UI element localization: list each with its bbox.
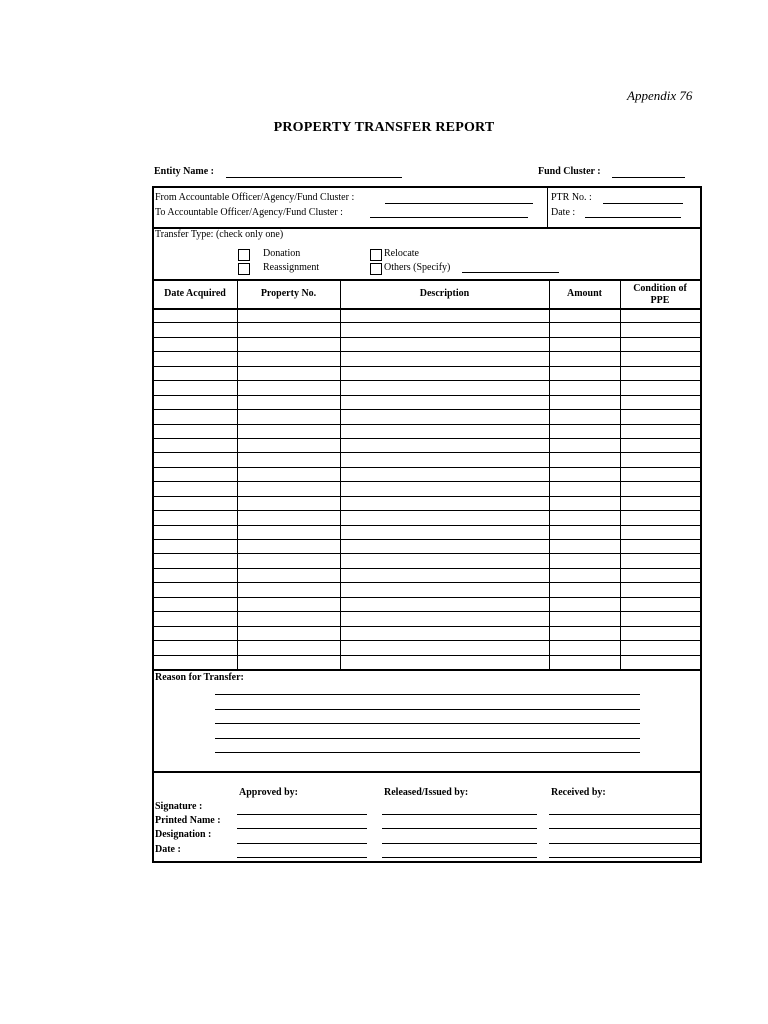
table-cell[interactable] — [154, 497, 236, 509]
table-cell[interactable] — [621, 410, 700, 422]
table-cell[interactable] — [621, 323, 700, 335]
table-cell[interactable] — [154, 612, 236, 624]
appendix-label: Appendix 76 — [627, 88, 693, 103]
table-cell[interactable] — [238, 583, 339, 595]
donation-option-label: Donation — [263, 248, 301, 259]
table-cell[interactable] — [341, 656, 548, 668]
table-bottom-border — [152, 669, 702, 671]
ptr-date-field[interactable] — [585, 217, 681, 218]
table-cell[interactable] — [621, 381, 700, 393]
table-cell[interactable] — [341, 641, 548, 653]
from-officer-field[interactable] — [385, 203, 533, 204]
table-cell[interactable] — [550, 482, 619, 494]
table-cell[interactable] — [154, 396, 236, 408]
table-cell[interactable] — [621, 338, 700, 350]
table-cell[interactable] — [341, 410, 548, 422]
reason-line[interactable] — [215, 694, 640, 695]
table-cell[interactable] — [238, 526, 339, 538]
table-cell[interactable] — [238, 598, 339, 610]
table-cell[interactable] — [154, 598, 236, 610]
table-cell[interactable] — [154, 554, 236, 566]
column-header-property-no: Property No. — [260, 288, 317, 299]
signature-line[interactable] — [549, 843, 700, 844]
signature-row-label: Signature : — [155, 801, 203, 812]
reason-label: Reason for Transfer: — [155, 672, 244, 683]
table-cell[interactable] — [341, 381, 548, 393]
table-cell[interactable] — [550, 554, 619, 566]
table-cell[interactable] — [341, 352, 548, 364]
relocate-option-label: Relocate — [384, 248, 419, 259]
table-cell[interactable] — [621, 569, 700, 581]
ptr-no-field[interactable] — [603, 203, 683, 204]
reassignment-checkbox[interactable] — [238, 263, 250, 275]
table-cell[interactable] — [550, 410, 619, 422]
table-cell[interactable] — [238, 540, 339, 552]
table-cell[interactable] — [621, 468, 700, 480]
table-cell[interactable] — [550, 569, 619, 581]
relocate-checkbox[interactable] — [370, 249, 382, 261]
table-cell[interactable] — [550, 656, 619, 668]
table-cell[interactable] — [621, 641, 700, 653]
table-cell[interactable] — [621, 554, 700, 566]
reason-line[interactable] — [215, 709, 640, 710]
table-cell[interactable] — [621, 425, 700, 437]
table-cell[interactable] — [341, 309, 548, 321]
table-cell[interactable] — [621, 526, 700, 538]
table-cell[interactable] — [154, 338, 236, 350]
table-cell[interactable] — [154, 468, 236, 480]
signature-line[interactable] — [382, 828, 537, 829]
date-row-label: Date : — [155, 844, 181, 855]
table-cell[interactable] — [341, 511, 548, 523]
table-cell[interactable] — [550, 323, 619, 335]
table-cell[interactable] — [238, 569, 339, 581]
table-cell[interactable] — [341, 468, 548, 480]
signature-line[interactable] — [382, 814, 537, 815]
table-cell[interactable] — [154, 656, 236, 668]
to-officer-label: To Accountable Officer/Agency/Fund Cluster : — [155, 207, 343, 218]
table-cell[interactable] — [154, 526, 236, 538]
table-cell[interactable] — [341, 338, 548, 350]
entity-name-field[interactable] — [226, 177, 402, 178]
table-cell[interactable] — [238, 396, 339, 408]
table-cell[interactable] — [238, 425, 339, 437]
table-cell[interactable] — [550, 468, 619, 480]
table-cell[interactable] — [238, 468, 339, 480]
table-cell[interactable] — [154, 511, 236, 523]
from-officer-label: From Accountable Officer/Agency/Fund Cluster : — [155, 192, 355, 203]
table-cell[interactable] — [238, 627, 339, 639]
table-cell[interactable] — [550, 367, 619, 379]
table-cell[interactable] — [154, 439, 236, 451]
table-cell[interactable] — [341, 425, 548, 437]
signature-line[interactable] — [237, 828, 367, 829]
table-cell[interactable] — [341, 482, 548, 494]
transfer-type-label: Transfer Type: (check only one) — [155, 229, 284, 240]
table-cell[interactable] — [238, 612, 339, 624]
to-officer-field[interactable] — [370, 217, 528, 218]
reason-line[interactable] — [215, 752, 640, 753]
table-cell[interactable] — [154, 352, 236, 364]
table-cell[interactable] — [238, 338, 339, 350]
table-cell[interactable] — [238, 439, 339, 451]
table-cell[interactable] — [621, 396, 700, 408]
table-cell[interactable] — [341, 526, 548, 538]
column-header-amount: Amount — [566, 288, 602, 299]
fund-cluster-field[interactable] — [612, 177, 685, 178]
table-cell[interactable] — [341, 612, 548, 624]
others-specify-field[interactable] — [462, 272, 559, 273]
table-cell[interactable] — [341, 396, 548, 408]
table-cell[interactable] — [341, 453, 548, 465]
donation-checkbox[interactable] — [238, 249, 250, 261]
ptr-date-label: Date : — [551, 207, 576, 218]
table-cell[interactable] — [550, 396, 619, 408]
table-cell[interactable] — [238, 309, 339, 321]
table-cell[interactable] — [550, 425, 619, 437]
table-cell[interactable] — [621, 439, 700, 451]
officer-divider — [547, 188, 548, 227]
table-cell[interactable] — [238, 511, 339, 523]
table-cell[interactable] — [238, 410, 339, 422]
table-cell[interactable] — [154, 381, 236, 393]
signature-line[interactable] — [237, 814, 367, 815]
table-cell[interactable] — [550, 540, 619, 552]
table-cell[interactable] — [550, 309, 619, 321]
table-cell[interactable] — [621, 627, 700, 639]
table-cell[interactable] — [238, 352, 339, 364]
table-cell[interactable] — [154, 425, 236, 437]
table-cell[interactable] — [238, 656, 339, 668]
table-cell[interactable] — [154, 569, 236, 581]
table-cell[interactable] — [621, 511, 700, 523]
table-cell[interactable] — [621, 612, 700, 624]
table-cell[interactable] — [621, 482, 700, 494]
table-cell[interactable] — [621, 540, 700, 552]
table-cell[interactable] — [341, 367, 548, 379]
table-cell[interactable] — [550, 381, 619, 393]
table-cell[interactable] — [550, 497, 619, 509]
table-cell[interactable] — [550, 583, 619, 595]
fund-cluster-label: Fund Cluster : — [538, 166, 601, 177]
column-header-date-acquired: Date Acquired — [164, 288, 226, 299]
table-cell[interactable] — [154, 482, 236, 494]
table-cell[interactable] — [154, 367, 236, 379]
signature-line[interactable] — [382, 857, 537, 858]
table-cell[interactable] — [550, 439, 619, 451]
table-cell[interactable] — [238, 367, 339, 379]
table-cell[interactable] — [154, 453, 236, 465]
table-cell[interactable] — [550, 338, 619, 350]
column-header-description: Description — [419, 288, 470, 299]
table-cell[interactable] — [550, 526, 619, 538]
signature-section-top — [152, 771, 702, 773]
table-cell[interactable] — [341, 627, 548, 639]
printed-name-row-label: Printed Name : — [155, 815, 221, 826]
table-cell[interactable] — [154, 583, 236, 595]
signature-line[interactable] — [549, 857, 700, 858]
reason-line[interactable] — [215, 723, 640, 724]
table-cell[interactable] — [341, 598, 548, 610]
reason-line[interactable] — [215, 738, 640, 739]
table-cell[interactable] — [550, 511, 619, 523]
table-cell[interactable] — [341, 497, 548, 509]
table-cell[interactable] — [550, 627, 619, 639]
ptr-no-label: PTR No. : — [551, 192, 592, 203]
reassignment-option-label: Reassignment — [263, 262, 320, 273]
table-cell[interactable] — [621, 598, 700, 610]
entity-name-label: Entity Name : — [154, 166, 214, 177]
table-cell[interactable] — [550, 453, 619, 465]
table-cell[interactable] — [238, 497, 339, 509]
table-cell[interactable] — [341, 554, 548, 566]
table-cell[interactable] — [154, 410, 236, 422]
table-cell[interactable] — [238, 453, 339, 465]
table-cell[interactable] — [341, 583, 548, 595]
table-cell[interactable] — [154, 323, 236, 335]
others-checkbox[interactable] — [370, 263, 382, 275]
table-cell[interactable] — [341, 439, 548, 451]
table-cell[interactable] — [621, 497, 700, 509]
table-cell[interactable] — [154, 309, 236, 321]
designation-row-label: Designation : — [155, 829, 212, 840]
table-cell[interactable] — [341, 323, 548, 335]
table-cell[interactable] — [154, 641, 236, 653]
signature-line[interactable] — [237, 857, 367, 858]
table-cell[interactable] — [238, 554, 339, 566]
table-cell[interactable] — [621, 453, 700, 465]
table-cell[interactable] — [154, 540, 236, 552]
table-cell[interactable] — [621, 309, 700, 321]
signature-line[interactable] — [549, 828, 700, 829]
signature-line[interactable] — [549, 814, 700, 815]
table-cell[interactable] — [621, 352, 700, 364]
table-cell[interactable] — [238, 482, 339, 494]
approved-by-label: Approved by: — [239, 787, 298, 798]
column-header-condition: Condition of PPE — [633, 283, 687, 306]
released-by-label: Released/Issued by: — [384, 787, 469, 798]
table-cell[interactable] — [621, 656, 700, 668]
table-cell[interactable] — [341, 569, 548, 581]
page-title: PROPERTY TRANSFER REPORT — [273, 120, 495, 135]
table-cell[interactable] — [238, 641, 339, 653]
table-cell[interactable] — [621, 583, 700, 595]
table-cell[interactable] — [238, 323, 339, 335]
table-cell[interactable] — [550, 612, 619, 624]
signature-line[interactable] — [382, 843, 537, 844]
table-cell[interactable] — [550, 598, 619, 610]
table-cell[interactable] — [154, 627, 236, 639]
received-by-label: Received by: — [551, 787, 606, 798]
table-cell[interactable] — [550, 641, 619, 653]
table-cell[interactable] — [621, 367, 700, 379]
table-cell[interactable] — [550, 352, 619, 364]
others-option-label: Others (Specify) — [384, 262, 451, 273]
table-cell[interactable] — [341, 540, 548, 552]
table-cell[interactable] — [238, 381, 339, 393]
signature-line[interactable] — [237, 843, 367, 844]
